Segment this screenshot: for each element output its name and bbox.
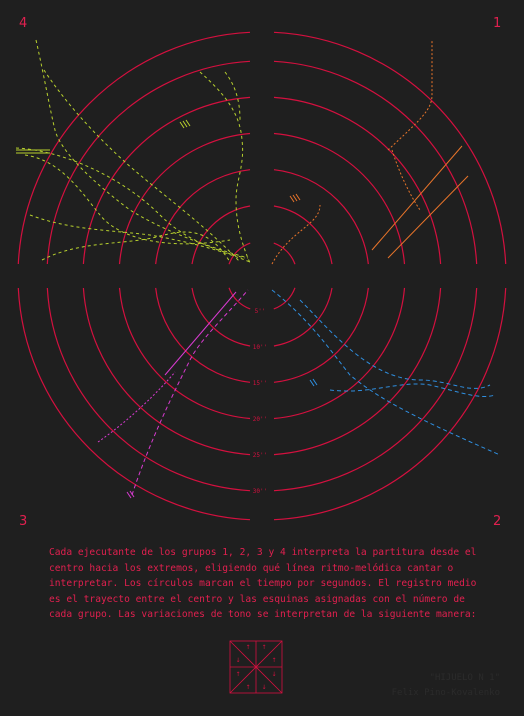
legend-arrow: ↑ xyxy=(261,644,267,651)
time-circle-arc xyxy=(18,288,250,520)
time-circle-arc xyxy=(156,288,250,382)
composer-name: Felix Pino-Kovalenko xyxy=(391,688,500,698)
piece-title: "HIJUELO N 1" xyxy=(429,673,500,683)
time-circle-arc xyxy=(274,206,332,264)
corner-label-4: 4 xyxy=(19,16,28,31)
time-circle-arc xyxy=(120,288,251,419)
group-2-marker xyxy=(310,379,317,386)
time-mark-labels xyxy=(253,308,267,495)
legend-arrow: ↓ xyxy=(235,657,241,664)
legend-arrow: ↑ xyxy=(271,657,277,664)
time-circle-arc xyxy=(120,134,251,265)
group-2-lines xyxy=(272,290,500,455)
time-circle-arc xyxy=(274,288,332,346)
corner-label-3: 3 xyxy=(19,514,28,529)
time-circle-arc xyxy=(274,134,405,265)
time-circle-arc xyxy=(192,288,250,346)
time-mark-label: 20'' xyxy=(252,416,268,423)
time-circles xyxy=(18,32,505,519)
time-mark-label: 30'' xyxy=(252,488,268,495)
time-circle-arc xyxy=(274,170,368,264)
legend-arrow: ↓ xyxy=(271,671,277,678)
corner-label-2: 2 xyxy=(493,514,502,529)
pitch-variation-legend xyxy=(229,640,283,694)
time-circle-arc xyxy=(83,288,250,455)
group-3-lines xyxy=(98,290,248,495)
time-circle-arc xyxy=(274,288,405,419)
time-circle-arc xyxy=(274,288,441,455)
time-circle-arc xyxy=(274,61,477,264)
time-circle-arc xyxy=(274,97,441,264)
time-mark-label: 25'' xyxy=(252,452,268,459)
instructions-text: Cada ejecutante de los grupos 1, 2, 3 y 4 interpreta la partitura desde el centro hacia los extremos, eligiendo qué línea ritmo-melódica cantar o interpretar. Los círculos marcan el tiempo por segundos. El registro medio es el trayecto entre el centro y las esquinas asignadas con el número de cada grupo. Las variaciones de tono se interpretan de la siguiente manera: xyxy=(49,547,477,620)
group-4-marker xyxy=(16,120,190,153)
time-circle-arc xyxy=(83,97,250,264)
legend-arrow: ↑ xyxy=(245,684,251,691)
group-1-marker xyxy=(290,194,300,202)
legend-arrow: ↑ xyxy=(235,671,241,678)
time-circle-arc xyxy=(47,61,250,264)
time-circle-arc xyxy=(156,170,250,264)
time-circle-arc xyxy=(229,288,250,309)
time-circle-arc xyxy=(274,288,506,520)
legend-arrow: ↑ xyxy=(245,644,251,651)
time-mark-label: 5'' xyxy=(254,308,266,315)
time-circle-arc xyxy=(18,32,250,264)
time-mark-label: 10'' xyxy=(252,344,268,351)
group-1-lines xyxy=(272,40,468,264)
time-mark-label: 15'' xyxy=(252,380,268,387)
corner-label-1: 1 xyxy=(493,16,502,31)
time-circle-arc xyxy=(47,288,250,491)
time-circle-arc xyxy=(274,288,477,491)
time-circle-arc xyxy=(274,288,368,382)
legend-arrow: ↓ xyxy=(261,684,267,691)
time-circle-arc xyxy=(274,288,295,309)
